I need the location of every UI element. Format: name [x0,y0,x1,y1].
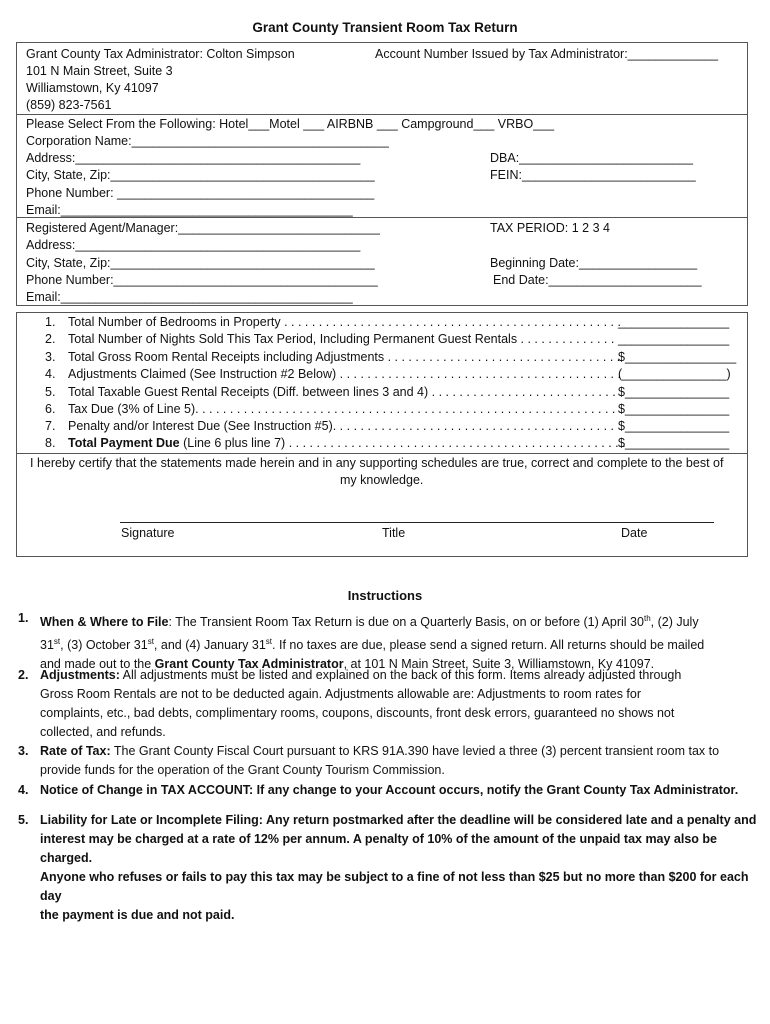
amount-field[interactable]: (_______________) [618,367,731,381]
title-label: Title [382,526,406,540]
dba-field[interactable]: DBA:_________________________ [490,151,693,165]
instructions-heading: Instructions [347,588,423,603]
certify-statement: I hereby certify that the statements made herein and in any supporting schedules are true, correct and complete to the best of [30,456,724,470]
date-label: Date [621,526,648,540]
amount-field[interactable]: $_______________ [618,385,730,399]
instruction-item-3: 3. Rate of Tax: The Grant County Fiscal Court pursuant to KRS 91A.390 have levied a three (3) percent transient room tax to provide funds for the operation of the Grant County Tourism Commission. [18,744,720,777]
tax-line: 1. Total Number of Bedrooms in Property . . . . . . . . . . . . . . . . . . . . . . . . . . . . . . . . . . . . . . . . . . . . . . . . . ________________ [45,315,730,329]
instruction-item-4: 4. Notice of Change in TAX ACCOUNT: If any change to your Account occurs, notify the Grant County Tax Administrator. [18,783,739,797]
instruction-item-1: 1. When & Where to File: The Transient Room Tax Return is due on a Quarterly Basis, on or before (1) April 30th, (2) July 31st, (3) October 31st, and (4) January 31st. If no taxes are due, please send a signed return. All returns should be mailed and made out to the Grant County Tax Administrator, at 101 N Main Street, Suite 3, Williamstown, Ky 41097. [18,611,705,672]
tax-line: 3. Total Gross Room Rental Receipts including Adjustments . . . . . . . . . . . . . . . . . . . . . . . . . . . . . . . . . . $________________ [45,350,737,364]
agent-city-field[interactable]: City, State, Zip:______________________________________ [26,256,375,270]
property-type-select[interactable]: Please Select From the Following: Hotel___Motel ___ AIRBNB ___ Campground___ VRBO___ [26,117,555,131]
amount-field[interactable]: $_______________ [618,402,730,416]
admin-address-line1: 101 N Main Street, Suite 3 [26,64,173,78]
tax-line: 6. Tax Due (3% of Line 5). . . . . . . . . . . . . . . . . . . . . . . . . . . . . . . . . . . . . . . . . . . . . . . . . . . . . . . . . . . . . $_______________ [45,402,730,416]
agent-name-field[interactable]: Registered Agent/Manager:_____________________________ [26,221,380,235]
admin-address-line2: Williamstown, Ky 41097 [26,81,159,95]
business-city-field[interactable]: City, State, Zip:______________________________________ [26,168,375,182]
certify-statement-end: my knowledge. [340,473,424,487]
tax-line: 5. Total Taxable Guest Rental Receipts (Diff. between lines 3 and 4) . . . . . . . . . . . . . . . . . . . . . . . . . . . $_______________ [45,385,730,399]
agent-phone-field[interactable]: Phone Number:______________________________________ [26,273,378,287]
page-title: Grant County Transient Room Tax Return [252,20,518,35]
signature-label: Signature [121,526,175,540]
business-phone-field[interactable]: Phone Number: _____________________________________ [26,186,375,200]
business-email-field[interactable]: Email:__________________________________________ [26,203,353,217]
agent-email-field[interactable]: Email:__________________________________________ [26,290,353,304]
admin-name: Grant County Tax Administrator: Colton Simpson [26,47,295,61]
beginning-date-field[interactable]: Beginning Date:_________________ [490,256,698,270]
tax-line: 7. Penalty and/or Interest Due (See Instruction #5). . . . . . . . . . . . . . . . . . . . . . . . . . . . . . . . . . . . . . . . . $_______________ [45,419,730,433]
tax-line: 2. Total Number of Nights Sold This Tax Period, Including Permanent Guest Rentals . . . . . . . . . . . . . . ________________ [45,332,730,346]
end-date-field[interactable]: End Date:______________________ [493,273,702,287]
agent-address-field[interactable]: Address:_________________________________________ [26,238,361,252]
tax-period-select[interactable]: TAX PERIOD: 1 2 3 4 [490,221,610,235]
amount-field[interactable]: ________________ [618,332,730,346]
instruction-item-2: 2. Adjustments: All adjustments must be listed and explained on the back of this form. Items already adjusted through Gross Room Rentals are not to be deducted again. Adjustments allowable are: Adjustments to room rates for complaints, etc., bad debts, complimentary rooms, coupons, discounts, front desk errors, guaranteed no shows not collected, and refunds. [18,668,682,739]
instruction-item-5: 5. Liability for Late or Incomplete Filing: Any return postmarked after the deadline will be considered late and a penalty and interest may be charged at a rate of 12% per annum. A penalty of 10% of the amount of the unpaid tax may also be charged. Anyone who refuses or fails to pay this tax may be subject to a fine of not less than $25 but no more than $200 for each day the payment is due and not paid. [18,813,757,922]
tax-line: 4. Adjustments Claimed (See Instruction #2 Below) . . . . . . . . . . . . . . . . . . . . . . . . . . . . . . . . . . . . . . . . . (_______________) [45,367,731,381]
account-number-field[interactable]: Account Number Issued by Tax Administrator:_____________ [375,47,719,61]
signature-line[interactable] [120,522,714,523]
tax-line-total: 8. Total Payment Due (Line 6 plus line 7) . . . . . . . . . . . . . . . . . . . . . . . . . . . . . . . . . . . . . . . . . . . . . . . . . $_______________ [45,436,730,450]
corporation-name-field[interactable]: Corporation Name:_____________________________________ [26,134,389,148]
admin-phone: (859) 823-7561 [26,98,112,112]
amount-field[interactable]: $_______________ [618,419,730,433]
fein-field[interactable]: FEIN:_________________________ [490,168,696,182]
amount-field[interactable]: ________________ [618,315,730,329]
total-amount-field[interactable]: $_______________ [618,436,730,450]
amount-field[interactable]: $________________ [618,350,737,364]
business-address-field[interactable]: Address:_________________________________________ [26,151,361,165]
